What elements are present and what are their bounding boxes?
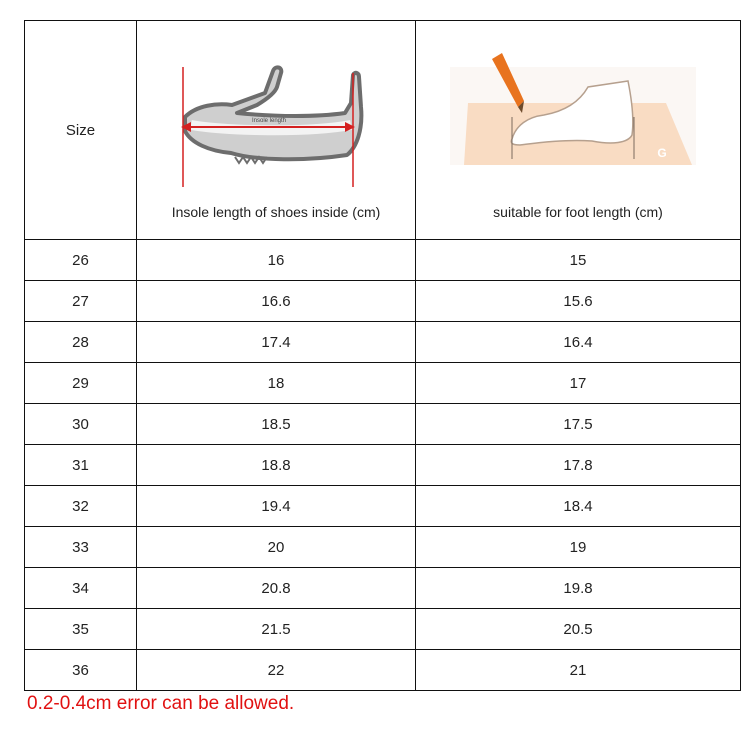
size-cell: 31 — [25, 445, 137, 486]
insole-header-caption: Insole length of shoes inside (cm) — [171, 204, 381, 220]
insole-length-cell: 16 — [137, 240, 416, 281]
table-row — [25, 281, 741, 322]
size-cell: 35 — [25, 609, 137, 650]
insole-header — [137, 21, 416, 240]
foot-header-caption: suitable for foot length (cm) — [493, 204, 663, 220]
table-row — [25, 240, 741, 281]
foot-length-cell: 17.5 — [416, 404, 741, 445]
header-row — [25, 21, 741, 240]
table-row — [25, 486, 741, 527]
size-chart-table — [24, 20, 741, 691]
insole-length-label: Insole length — [251, 118, 287, 124]
foot-length-cell: 16.4 — [416, 322, 741, 363]
foot-length-cell: 21 — [416, 650, 741, 691]
size-header: Size — [25, 21, 137, 240]
insole-length-cell: 17.4 — [137, 322, 416, 363]
insole-length-cell: 20 — [137, 527, 416, 568]
size-cell: 32 — [25, 486, 137, 527]
table-row — [25, 445, 741, 486]
insole-length-cell: 16.6 — [137, 281, 416, 322]
foot-length-cell: 17.8 — [416, 445, 741, 486]
size-cell: 28 — [25, 322, 137, 363]
size-cell: 36 — [25, 650, 137, 691]
insole-length-cell: 21.5 — [137, 609, 416, 650]
insole-length-cell: 18.8 — [137, 445, 416, 486]
foot-length-cell: 15 — [416, 240, 741, 281]
insole-length-cell: 22 — [137, 650, 416, 691]
size-cell: 30 — [25, 404, 137, 445]
table-row — [25, 404, 741, 445]
foot-length-cell: 17 — [416, 363, 741, 404]
table-row — [25, 568, 741, 609]
foot-length-cell: 19 — [416, 527, 741, 568]
insole-length-cell: 19.4 — [137, 486, 416, 527]
foot-length-cell: 18.4 — [416, 486, 741, 527]
insole-length-cell: 18.5 — [137, 404, 416, 445]
size-cell: 26 — [25, 240, 137, 281]
tolerance-note: 0.2-0.4cm error can be allowed. — [27, 693, 295, 714]
table-row — [25, 363, 741, 404]
foot-header — [416, 21, 741, 240]
foot-measure-diagram — [416, 21, 741, 201]
size-chart-body — [25, 21, 741, 691]
size-cell: 34 — [25, 568, 137, 609]
size-cell: 29 — [25, 363, 137, 404]
insole-length-cell: 20.8 — [137, 568, 416, 609]
table-row — [25, 650, 741, 691]
shoe-insole-diagram — [137, 21, 416, 201]
foot-length-cell: 15.6 — [416, 281, 741, 322]
insole-length-cell: 18 — [137, 363, 416, 404]
table-row — [25, 527, 741, 568]
brand-logo: G — [657, 146, 667, 160]
table-row — [25, 322, 741, 363]
foot-length-cell: 19.8 — [416, 568, 741, 609]
size-cell: 27 — [25, 281, 137, 322]
size-cell: 33 — [25, 527, 137, 568]
table-row — [25, 609, 741, 650]
foot-length-cell: 20.5 — [416, 609, 741, 650]
